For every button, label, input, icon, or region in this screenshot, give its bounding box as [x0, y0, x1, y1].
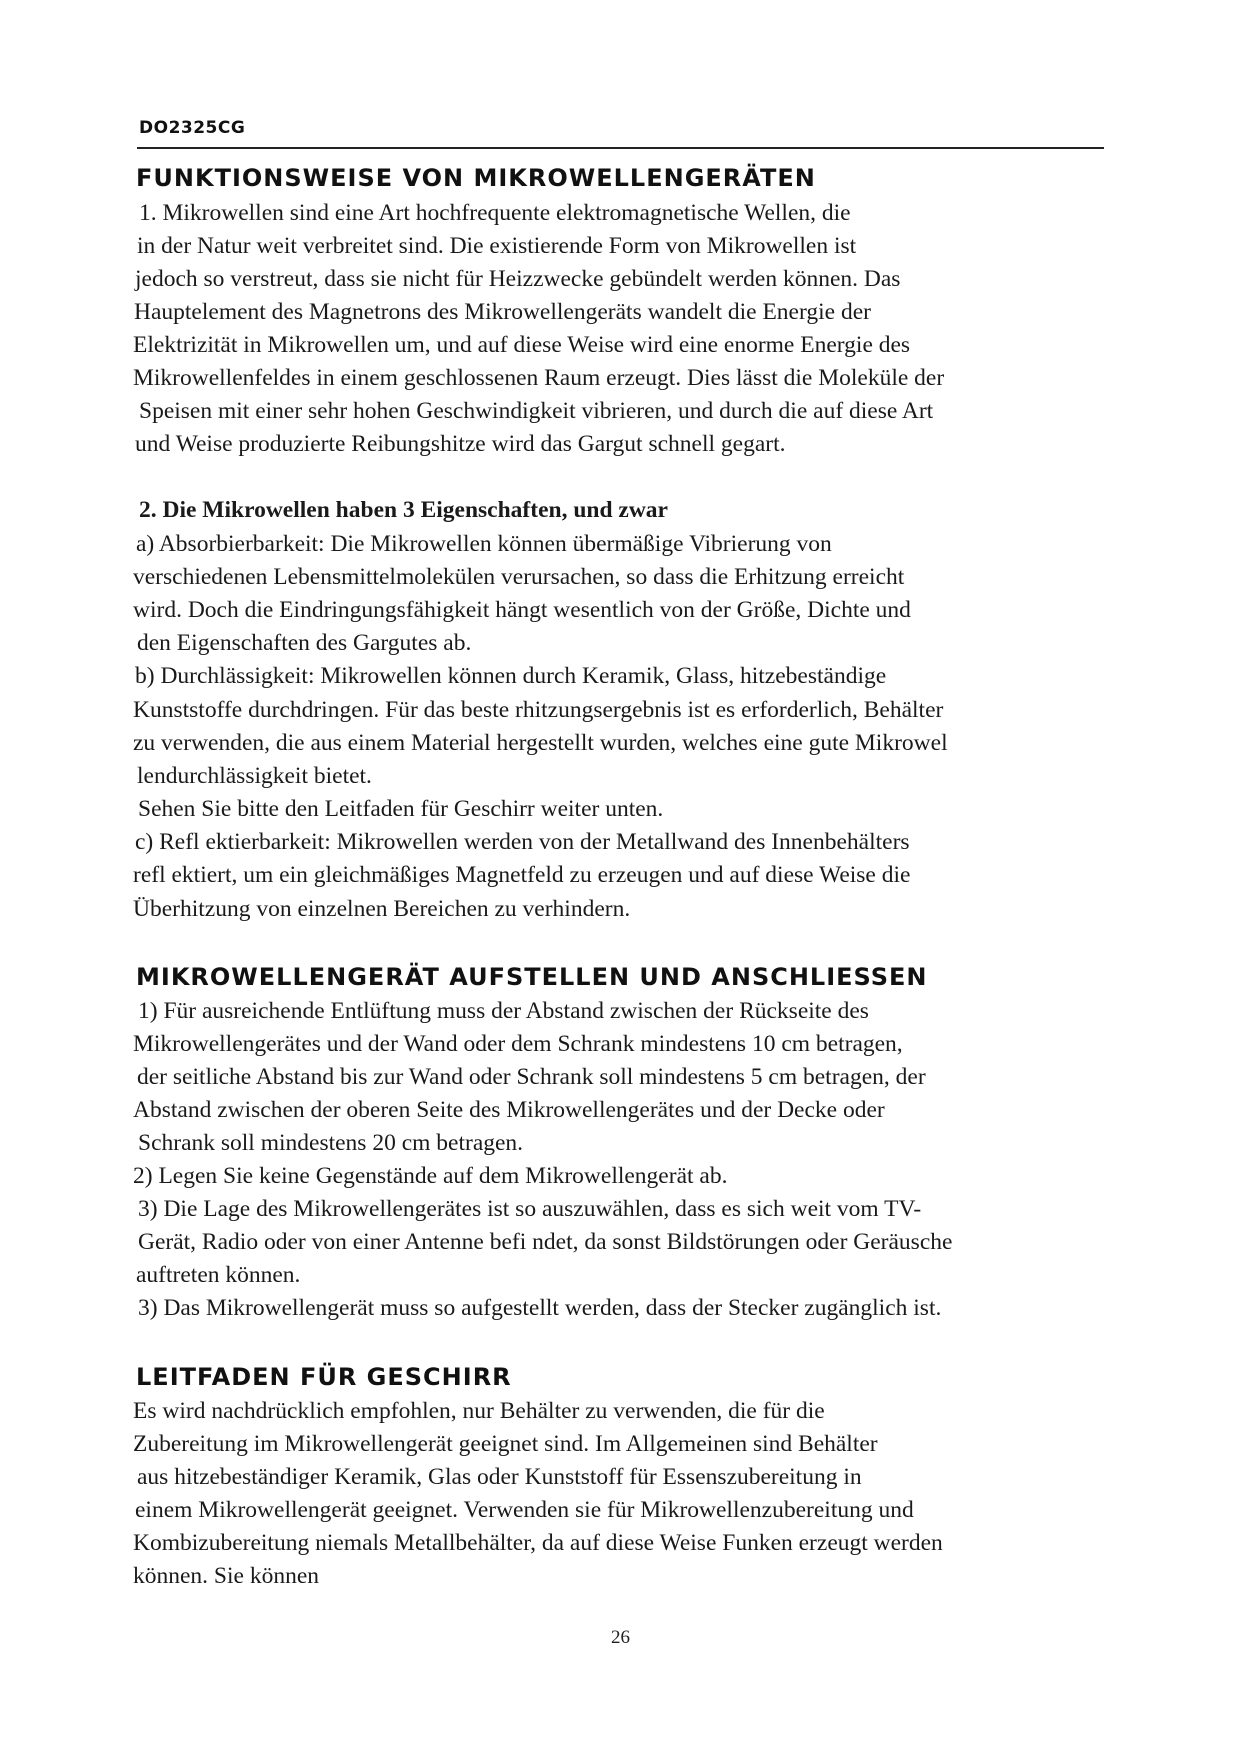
paragraph-line: Überhitzung von einzelnen Bereichen zu verhindern. — [133, 896, 631, 922]
paragraph-line: zu verwenden, die aus einem Material hergestellt wurden, welches eine gute Mikrowel — [133, 730, 948, 756]
paragraph-line: 3) Die Lage des Mikrowellengerätes ist so auszuwählen, dass es sich weit vom TV- — [138, 1196, 922, 1222]
paragraph-line: b) Durchlässigkeit: Mikrowellen können durch Keramik, Glass, hitzebeständige — [135, 663, 887, 689]
paragraph-line: Speisen mit einer sehr hohen Geschwindigkeit vibrieren, und durch die auf diese Art — [139, 398, 934, 424]
paragraph-line: aus hitzebeständiger Keramik, Glas oder Kunststoff für Essenszubereitung in — [137, 1464, 862, 1490]
paragraph-line: Kombizubereitung niemals Metallbehälter, da auf diese Weise Funken erzeugt werden — [133, 1530, 943, 1556]
paragraph-line: einem Mikrowellengerät geeignet. Verwenden sie für Mikrowellenzubereitung und — [135, 1497, 914, 1523]
paragraph-line: Abstand zwischen der oberen Seite des Mikrowellengerätes und der Decke oder — [133, 1097, 885, 1123]
paragraph-line: Schrank soll mindestens 20 cm betragen. — [138, 1130, 524, 1156]
page-number: 26 — [611, 1627, 630, 1648]
paragraph-line: 3) Das Mikrowellengerät muss so aufgestellt werden, dass der Stecker zugänglich ist. — [138, 1295, 942, 1321]
paragraph-line: Sehen Sie bitte den Leitfaden für Geschirr weiter unten. — [138, 796, 664, 822]
paragraph-line: in der Natur weit verbreitet sind. Die existierende Form von Mikrowellen ist — [137, 233, 857, 259]
paragraph-line: den Eigenschaften des Gargutes ab. — [137, 630, 472, 656]
paragraph-line: jedoch so verstreut, dass sie nicht für Heizzwecke gebündelt werden können. Das — [135, 266, 901, 292]
paragraph-line: a) Absorbierbarkeit: Die Mikrowellen können übermäßige Vibrierung von — [136, 531, 832, 557]
paragraph-line: Hauptelement des Magnetrons des Mikrowellengeräts wandelt die Energie der — [134, 299, 871, 325]
paragraph-line: lendurchlässigkeit bietet. — [137, 763, 372, 789]
paragraph-line: und Weise produzierte Reibungshitze wird das Gargut schnell gegart. — [135, 431, 786, 457]
subheading-eigenschaften: 2. Die Mikrowellen haben 3 Eigenschaften, und zwar — [139, 497, 668, 523]
paragraph-line: 1) Für ausreichende Entlüftung muss der Abstand zwischen der Rückseite des — [138, 998, 869, 1024]
paragraph-line: 2) Legen Sie keine Gegenstände auf dem Mikrowellengerät ab. — [133, 1163, 728, 1189]
paragraph-line: der seitliche Abstand bis zur Wand oder Schrank soll mindestens 5 cm betragen, der — [137, 1064, 926, 1090]
paragraph-line: wird. Doch die Eindringungsfähigkeit hängt wesentlich von der Größe, Dichte und — [133, 597, 911, 623]
paragraph-line: Mikrowellengerätes und der Wand oder dem Schrank mindestens 10 cm betragen, — [133, 1031, 903, 1057]
header-rule — [137, 147, 1104, 149]
section-heading-funktionsweise: FUNKTIONSWEISE VON MIKROWELLENGERÄTEN — [136, 164, 816, 192]
paragraph-line: Kunststoffe durchdringen. Für das beste rhitzungsergebnis ist es erforderlich, Behälter — [133, 697, 944, 723]
paragraph-line: Es wird nachdrücklich empfohlen, nur Behälter zu verwenden, die für die — [133, 1398, 825, 1424]
paragraph-line: können. Sie können — [133, 1563, 320, 1589]
paragraph-line: c) Refl ektierbarkeit: Mikrowellen werden von der Metallwand des Innenbehälters — [135, 829, 910, 855]
paragraph-line: Gerät, Radio oder von einer Antenne befi ndet, da sonst Bildstörungen oder Geräusche — [138, 1229, 953, 1255]
paragraph-line: auftreten können. — [136, 1262, 301, 1288]
section-heading-aufstellen: MIKROWELLENGERÄT AUFSTELLEN UND ANSCHLIESSEN — [136, 963, 928, 991]
paragraph-line: Zubereitung im Mikrowellengerät geeignet sind. Im Allgemeinen sind Behälter — [133, 1431, 878, 1457]
section-heading-leitfaden: LEITFADEN FÜR GESCHIRR — [136, 1363, 512, 1391]
paragraph-line: Mikrowellenfeldes in einem geschlossenen Raum erzeugt. Dies lässt die Moleküle der — [133, 365, 945, 391]
paragraph-line: refl ektiert, um ein gleichmäßiges Magnetfeld zu erzeugen und auf diese Weise die — [133, 862, 911, 888]
paragraph-line: verschiedenen Lebensmittelmolekülen verursachen, so dass die Erhitzung erreicht — [133, 564, 905, 590]
paragraph-line: Elektrizität in Mikrowellen um, und auf diese Weise wird eine enorme Energie des — [133, 332, 911, 358]
paragraph-line: 1. Mikrowellen sind eine Art hochfrequente elektromagnetische Wellen, die — [139, 200, 851, 226]
model-number: DO2325CG — [139, 118, 246, 138]
